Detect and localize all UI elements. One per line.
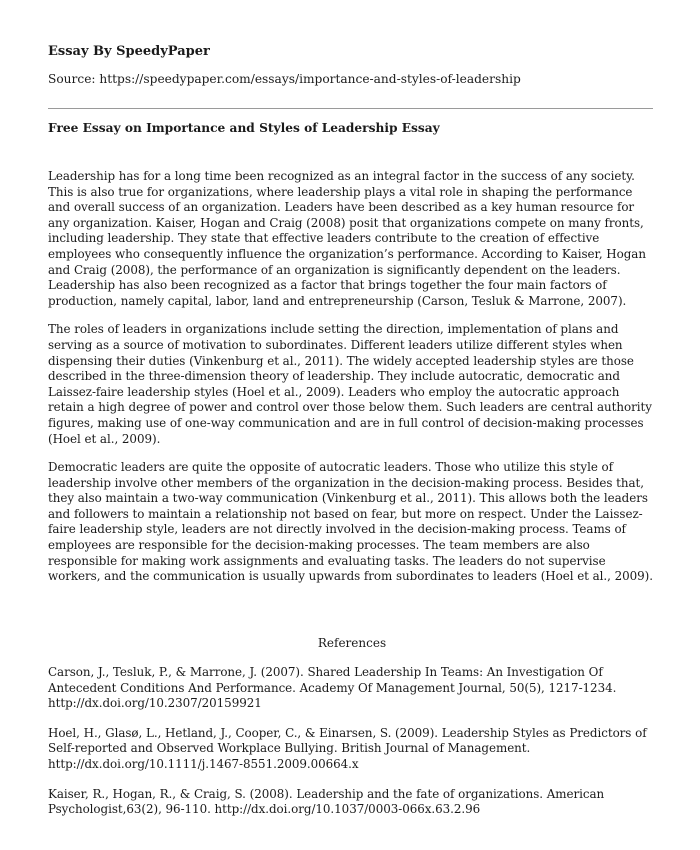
essay-paragraph: Democratic leaders are quite the opposite of autocratic leaders. Those who utilize this style of leadership involve other members of the organization in the decision-making process. Besides that, they also maintain a two-way communication (Vinkenburg et al., 2011). This allows both the leaders and followers to maintain a relationship not based on fear, but more on respect. Under the Laissez-faire leadership style, leaders are not directly involved in the decision-making process. Teams of employees are responsible for the decision-making processes. The team members are also responsible for making work assignments and evaluating tasks. The leaders do not supervise workers, and the communication is usually upwards from subordinates to leaders (Hoel et al., 2009). xyxy=(48,460,653,584)
references-section xyxy=(48,636,656,832)
references-heading: References xyxy=(317,636,387,650)
essay-title: Free Essay on Importance and Styles of Leadership Essay xyxy=(48,121,440,135)
source-line: Source: https://speedypaper.com/essays/importance-and-styles-of-leadership xyxy=(48,72,521,86)
brand-title: Essay By SpeedyPaper xyxy=(48,44,210,59)
reference-item: Carson, J., Tesluk, P., & Marrone, J. (2007). Shared Leadership In Teams: An Investigation Of Antecedent Conditions And Performance. Academy Of Management Journal, 50(5), 1217-1234. http://dx.doi.org/10.2307/20159921 xyxy=(48,665,617,711)
essay-paragraph: The roles of leaders in organizations include setting the direction, implementation of plans and serving as a source of motivation to subordinates. Different leaders utilize different styles when dispensing their duties (Vinkenburg et al., 2011). The widely accepted leadership styles are those described in the three-dimension theory of leadership. They include autocratic, democratic and Laissez-faire leadership styles (Hoel et al., 2009). Leaders who employ the autocratic approach retain a high degree of power and control over those below them. Such leaders are central authority figures, making use of one-way communication and are in full control of decision-making processes (Hoel et al., 2009). xyxy=(48,322,652,446)
header-divider xyxy=(48,108,653,109)
reference-item: Kaiser, R., Hogan, R., & Craig, S. (2008). Leadership and the fate of organizations. American Psychologist,63(2), 96-110. http://dx.doi.org/10.1037/0003-066x.63.2.96 xyxy=(48,786,605,817)
essay-paragraph: Leadership has for a long time been recognized as an integral factor in the success of any society. This is also true for organizations, where leadership plays a vital role in shaping the performance and overall success of an organization. Leaders have been described as a key human resource for any organization. Kaiser, Hogan and Craig (2008) posit that organizations compete on many fronts, including leadership. They state that effective leaders contribute to the creation of effective employees who consequently influence the organization’s performance. According to Kaiser, Hogan and Craig (2008), the performance of an organization is significantly dependent on the leaders. Leadership has also been recognized as a factor that brings together the four main factors of production, namely capital, labor, land and entrepreneurship (Carson, Tesluk & Marrone, 2007). xyxy=(48,169,646,308)
reference-item: Hoel, H., Glasø, L., Hetland, J., Cooper, C., & Einarsen, S. (2009). Leadership Styles as Predictors of Self-reported and Observed Workplace Bullying. British Journal of Management. http://dx.doi.org/10.1111/j.1467-8551.2009.00664.x xyxy=(48,725,647,771)
essay-body xyxy=(48,169,656,598)
